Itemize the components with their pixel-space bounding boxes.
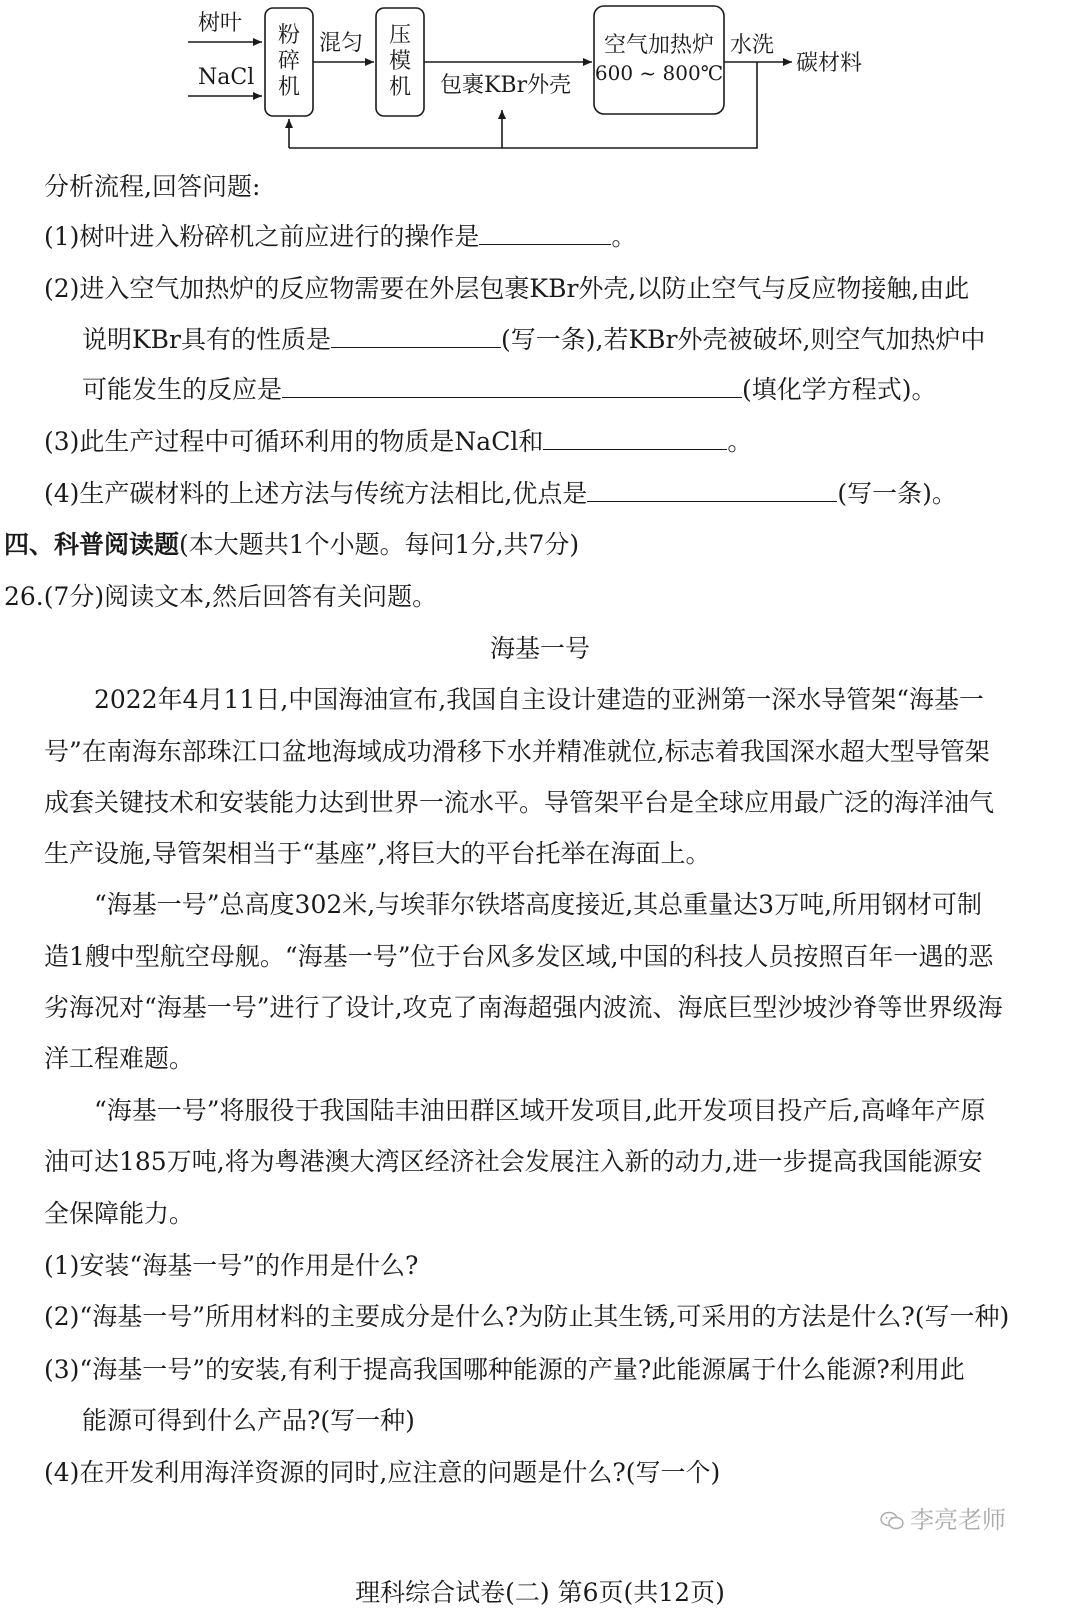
q25-part2-blank-equation[interactable] — [282, 373, 742, 398]
wash-label: 水洗 — [730, 33, 775, 58]
q25-part4-blank[interactable] — [587, 477, 837, 502]
page-footer: 理科综合试卷(二) 第6页(共12页) — [355, 1578, 725, 1607]
furnace-line-1: 空气加热炉 — [603, 33, 715, 58]
article-p1-line3: 成套关键技术和安装能力达到世界一流水平。导管架平台是全球应用最广泛的海洋油气 — [44, 788, 995, 817]
press-char-1: 压 — [388, 23, 412, 48]
article-p1-line4: 生产设施,导管架相当于“基座”,将巨大的平台托举在海面上。 — [44, 839, 711, 868]
q25-part3-text: (3)此生产过程中可循环利用的物质是NaCl和 — [44, 427, 544, 456]
q25-intro: 分析流程,回答问题: — [44, 172, 261, 201]
q25-part4-text: (4)生产碳材料的上述方法与传统方法相比,优点是 — [44, 479, 588, 508]
q25-part2-text-c: 可能发生的反应是 — [82, 375, 283, 404]
article-p2-line2: 造1艘中型航空母舰。“海基一号”位于台风多发区域,中国的科技人员按照百年一遇的恶 — [44, 942, 994, 971]
mix-label: 混匀 — [319, 31, 364, 56]
wechat-icon — [880, 1511, 904, 1531]
crusher-char-3: 机 — [277, 75, 301, 100]
article-p2-line3: 劣海况对“海基一号”进行了设计,攻克了南海超强内波流、海底巨型沙坡沙脊等世界级海 — [44, 993, 1003, 1022]
article-p2-line4: 洋工程难题。 — [44, 1044, 195, 1073]
q25-part1 — [44, 220, 636, 254]
q25-part2-text-d: (填化学方程式)。 — [742, 375, 937, 404]
input-nacl-label: NaCl — [198, 65, 255, 90]
section4-note: (本大题共1个小题。每问1分,共7分) — [179, 530, 580, 559]
q25-part3-end: 。 — [727, 427, 753, 456]
q26-part3-line1: (3)“海基一号”的安装,有利于提高我国哪种能源的产量?此能源属于什么能源?利用此 — [44, 1355, 965, 1384]
q25-part2-blank-property[interactable] — [331, 323, 501, 348]
q25-part3 — [44, 425, 752, 459]
watermark — [880, 1500, 1006, 1535]
output-carbon-label: 碳材料 — [796, 51, 863, 76]
q25-part4 — [44, 477, 957, 511]
press-char-2: 模 — [388, 49, 412, 74]
article-p2-line1: “海基一号”总高度302米,与埃菲尔铁塔高度接近,其总重量达3万吨,所用钢材可制 — [94, 890, 983, 919]
q25-part1-text: (1)树叶进入粉碎机之前应进行的操作是 — [44, 222, 480, 251]
section4-heading — [4, 528, 579, 562]
input-leaves-label: 树叶 — [198, 11, 243, 36]
q26-part4: (4)在开发利用海洋资源的同时,应注意的问题是什么?(写一个) — [44, 1458, 721, 1487]
q25-part4-end: (写一条)。 — [837, 479, 957, 508]
furnace-box — [594, 6, 724, 114]
article-p1-line1: 2022年4月11日,中国海油宣布,我国自主设计建造的亚洲第一深水导管架“海基一 — [94, 685, 985, 714]
q26-part1: (1)安装“海基一号”的作用是什么? — [44, 1251, 419, 1280]
article-p3-line2: 油可达185万吨,将为粤港澳大湾区经济社会发展注入新的动力,进一步提高我国能源安 — [44, 1147, 983, 1176]
article-title: 海基一号 — [489, 634, 590, 663]
article-p1-line2: 号”在南海东部珠江口盆地海域成功滑移下水并精准就位,标志着我国深水超大型导管架 — [44, 737, 990, 766]
q25-part1-blank[interactable] — [479, 220, 611, 245]
furnace-line-2: 600 ~ 800℃ — [594, 61, 724, 85]
process-flow-diagram — [0, 0, 1080, 175]
q26-part3-line2: 能源可得到什么产品?(写一种) — [82, 1406, 415, 1435]
q26-stem: 26.(7分)阅读文本,然后回答有关问题。 — [4, 582, 438, 611]
article-p3-line3: 全保障能力。 — [44, 1199, 195, 1228]
q25-part2-text-a: 说明KBr具有的性质是 — [82, 325, 331, 354]
wrap-label: 包裹KBr外壳 — [440, 73, 572, 98]
watermark-text: 李亮老师 — [910, 1506, 1006, 1534]
q26-part2: (2)“海基一号”所用材料的主要成分是什么?为防止其生锈,可采用的方法是什么?(写一种) — [44, 1302, 1010, 1331]
q25-part2-line2 — [82, 323, 985, 357]
article-p3-line1: “海基一号”将服役于我国陆丰油田群区域开发项目,此开发项目投产后,高峰年产原 — [94, 1096, 986, 1125]
press-char-3: 机 — [388, 75, 412, 100]
crusher-char-2: 碎 — [277, 49, 301, 74]
q25-part3-blank[interactable] — [543, 425, 727, 450]
section4-title: 四、科普阅读题 — [4, 530, 180, 559]
q25-part2-text-b: (写一条),若KBr外壳被破坏,则空气加热炉中 — [501, 325, 986, 354]
q25-part2-line3 — [82, 373, 937, 407]
crusher-char-1: 粉 — [277, 23, 301, 48]
q25-part2-line1: (2)进入空气加热炉的反应物需要在外层包裹KBr外壳,以防止空气与反应物接触,由此 — [44, 274, 970, 303]
q25-part1-end: 。 — [611, 222, 637, 251]
